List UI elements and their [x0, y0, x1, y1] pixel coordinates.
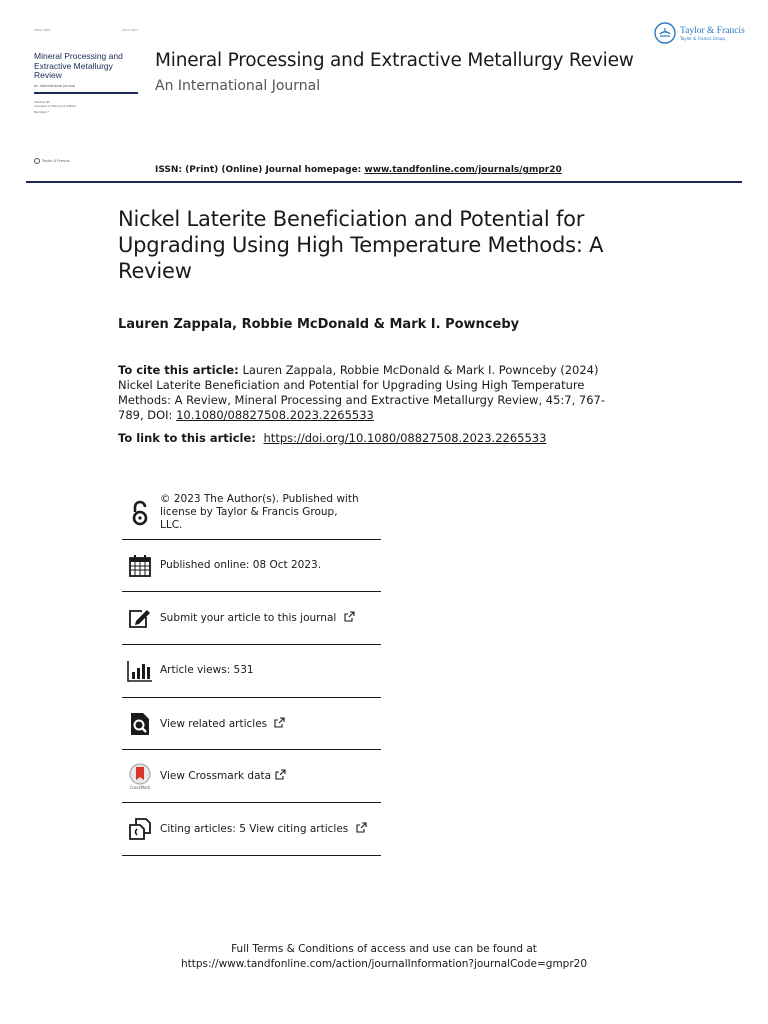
cite-label: To cite this article: [118, 363, 239, 377]
external-link-icon [344, 611, 355, 622]
footer-terms [0, 942, 768, 971]
crossmark-text [160, 769, 286, 783]
related-articles-text [160, 717, 285, 731]
article-doi-link[interactable]: https://doi.org/10.1080/08827508.2023.2265533 [263, 431, 547, 445]
cover-issn-online: 1547-7401 [121, 28, 138, 32]
cover-volume [34, 100, 138, 108]
citing-articles-link[interactable] [122, 803, 381, 856]
issn-label: ISSN: (Print) (Online) Journal homepage: [155, 165, 362, 175]
submit-article-text [160, 611, 355, 625]
journal-cover-thumbnail [34, 28, 138, 173]
cite-text: Lauren Zappala, Robbie McDonald & Mark I. Pownceby (2024) Nickel Laterite Beneficiation and Potential for Upgrading Using High Temperature Methods: A Review, Mineral Processing and Extractive Metallurgy Review, 45:7, 767-789, DOI: [118, 363, 605, 422]
publisher-name: Taylor & Francis [680, 25, 745, 36]
citation-block [118, 363, 628, 423]
cover-issn-print: 0882-7508 [34, 28, 51, 32]
journal-subtitle: An International Journal [155, 78, 321, 94]
header-divider [26, 181, 742, 183]
article-link-line [118, 431, 546, 445]
calendar-icon [128, 554, 152, 578]
published-date-info [122, 540, 381, 593]
related-articles-link[interactable] [122, 698, 381, 751]
external-link-icon [275, 769, 286, 780]
cover-divider [34, 92, 138, 94]
license-text: © 2023 The Author(s). Published with license by Taylor & Francis Group, LLC. [160, 493, 359, 532]
cover-volume-number: Volume 45 [34, 99, 50, 104]
article-title: Nickel Laterite Beneficiation and Potential for Upgrading Using High Temperature Methods: A Review [118, 207, 604, 283]
external-link-icon [356, 822, 367, 833]
crossmark-icon-label: CrossMark [129, 784, 151, 790]
link-label: To link to this article: [118, 431, 256, 445]
issn-homepage-line [155, 165, 562, 175]
journal-title: Mineral Processing and Extractive Metallurgy Review [155, 50, 634, 71]
citing-articles-label: Citing articles: 5 View citing articles [160, 822, 349, 835]
article-authors: Lauren Zappala, Robbie McDonald & Mark I. Pownceby [118, 317, 520, 332]
published-date-text: Published online: 08 Oct 2023. [160, 559, 322, 572]
crossmark-label: View Crossmark data [160, 770, 272, 783]
article-info-list [122, 487, 381, 856]
journal-homepage-link[interactable]: www.tandfonline.com/journals/gmpr20 [364, 165, 562, 175]
submit-article-label: Submit your article to this journal [160, 612, 337, 625]
citing-articles-text [160, 822, 367, 836]
submit-article-link[interactable] [122, 592, 381, 645]
bar-chart-icon [127, 660, 153, 682]
crossmark-link[interactable] [122, 750, 381, 803]
open-access-icon [130, 499, 150, 527]
cover-subtitle: An International Journal [34, 83, 76, 88]
related-articles-label: View related articles [160, 717, 268, 730]
search-document-icon [130, 712, 150, 736]
cover-title: Mineral Processing and Extractive Metallurgy Review [34, 51, 123, 80]
cover-issn-row [34, 28, 138, 32]
crossmark-icon [129, 763, 151, 785]
footer-terms-link[interactable]: https://www.tandfonline.com/action/journalInformation?journalCode=gmpr20 [180, 957, 588, 970]
cover-publisher-logo [34, 158, 70, 164]
cover-issue-number: Number 7 [34, 109, 49, 114]
footer-terms-text: Full Terms & Conditions of access and use can be found at [231, 943, 537, 955]
cover-publisher-icon [34, 158, 40, 164]
citing-icon [128, 818, 152, 840]
external-link-icon [274, 717, 285, 728]
license-info [122, 487, 381, 540]
taylor-francis-logo[interactable] [654, 22, 745, 44]
article-views-text: Article views: 531 [160, 664, 254, 677]
cover-volume-note: Included in this print edition [34, 103, 77, 108]
publisher-group: Taylor & Francis Group [680, 35, 725, 41]
cite-doi-link[interactable]: 10.1080/08827508.2023.2265533 [176, 408, 374, 422]
edit-icon [128, 607, 152, 629]
article-views-info [122, 645, 381, 698]
taylor-francis-icon [654, 22, 676, 44]
cover-publisher-name: Taylor & Francis [42, 159, 70, 163]
